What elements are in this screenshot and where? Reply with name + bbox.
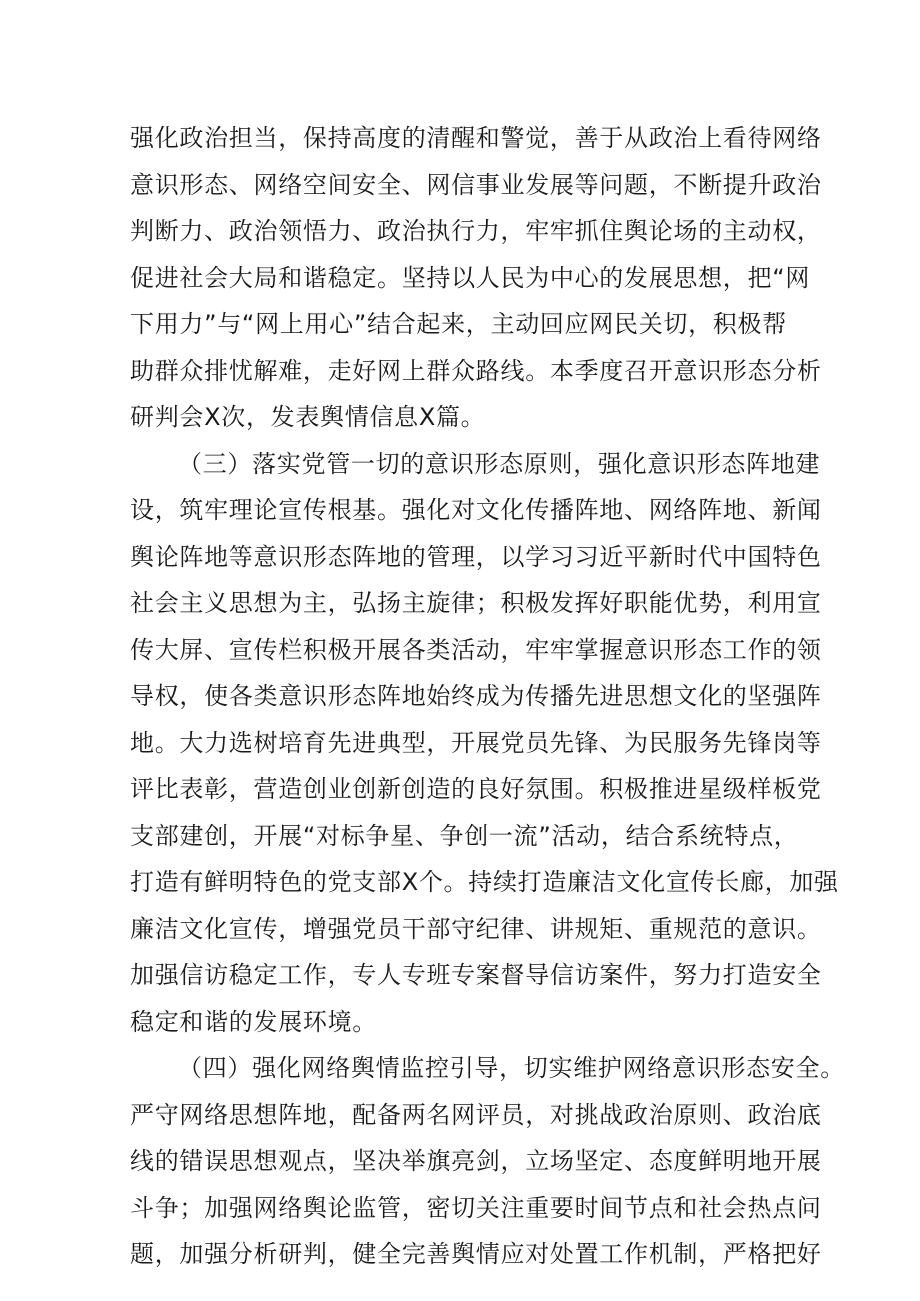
text-line: 判断力、政治领悟力、政治执行力，牢牢抓住舆论场的主动权，	[130, 217, 822, 245]
document-body	[130, 115, 845, 1278]
text-line: 打造有鲜明特色的党支部X个。持续打造廉洁文化宣传长廊，加强	[130, 868, 839, 896]
text-line: 斗争；加强网络舆论监管，密切关注重要时间节点和社会热点问	[130, 1193, 822, 1222]
text-line: 意识形态、网络空间安全、网信事业发展等问题，不断提升政治	[130, 170, 822, 199]
paragraph-1	[130, 115, 822, 441]
text-line: 助群众排忧解难，走好网上群众路线。本季度召开意识形态分析	[130, 356, 822, 385]
text-line: 加强信访稳定工作，专人专班专案督导信访案件，努力打造安全	[130, 961, 822, 989]
paragraph-3	[130, 1045, 845, 1278]
text-line: 传大屏、宣传栏积极开展各类活动，牢牢掌握意识形态工作的领	[130, 635, 822, 664]
text-line: 设，筑牢理论宣传根基。强化对文化传播阵地、网络阵地、新闻	[130, 496, 822, 524]
text-line: 廉洁文化宣传，增强党员干部守纪律、讲规矩、重规范的意识。	[130, 914, 822, 943]
text-line: （三）落实党管一切的意识形态原则，强化意识形态阵地建	[178, 449, 821, 478]
text-line: （四）强化网络舆情监控引导，切实维护网络意识形态安全。	[178, 1054, 845, 1082]
text-line: 促进社会大局和谐稳定。坚持以人民为中心的发展思想，把“网	[130, 263, 811, 292]
text-line: 下用力”与“网上用心”结合起来，主动回应网民关切，积极帮	[130, 310, 787, 338]
text-line: 稳定和谐的发展环境。	[130, 1007, 377, 1036]
text-line: 强化政治担当，保持高度的清醒和警觉，善于从政治上看待网络	[130, 124, 822, 152]
text-line: 研判会X次，发表舆情信息X篇。	[130, 403, 486, 431]
text-line: 评比表彰，营造创业创新创造的良好氛围。积极推进星级样板党	[130, 775, 822, 803]
paragraph-2	[130, 441, 839, 1046]
text-line: 社会主义思想为主，弘扬主旋律；积极发挥好职能优势，利用宣	[130, 589, 822, 617]
text-line: 严守网络思想阵地，配备两名网评员，对挑战政治原则、政治底	[130, 1100, 822, 1129]
text-line: 线的错误思想观点，坚决举旗亮剑，立场坚定、态度鲜明地开展	[130, 1147, 822, 1175]
text-line: 导权，使各类意识形态阵地始终成为传播先进思想文化的坚强阵	[130, 682, 822, 710]
text-line: 题，加强分析研判，健全完善舆情应对处置工作机制，严格把好	[130, 1240, 822, 1268]
text-line: 舆论阵地等意识形态阵地的管理，以学习习近平新时代中国特色	[130, 542, 822, 571]
text-line: 支部建创，开展“对标争星、争创一流”活动，结合系统特点，	[130, 821, 799, 850]
text-line: 地。大力选树培育先进典型，开展党员先锋、为民服务先锋岗等	[130, 728, 822, 757]
